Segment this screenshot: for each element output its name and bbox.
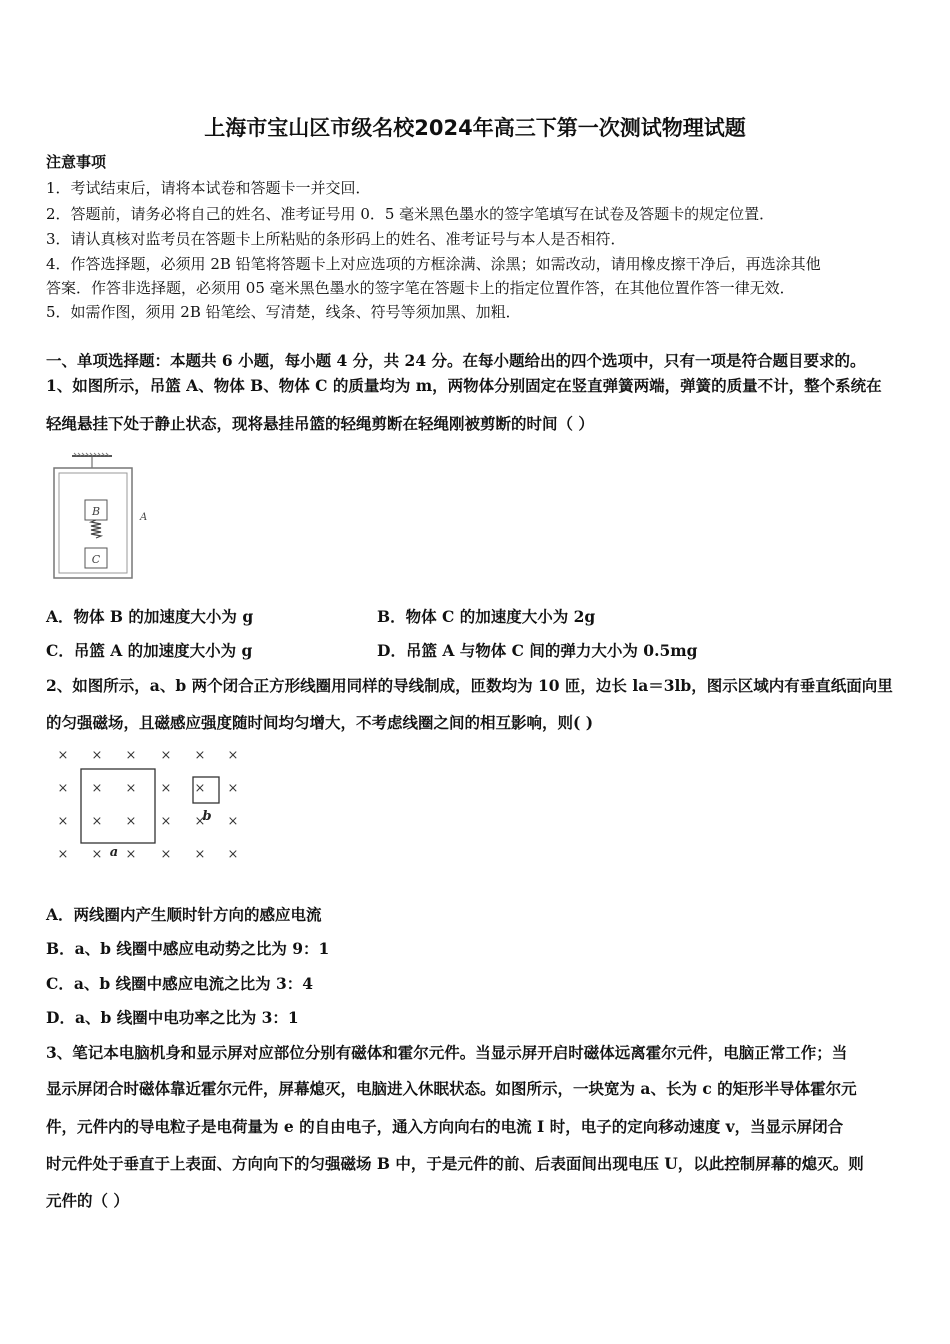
field-cross: ×	[57, 814, 69, 829]
field-cross: ×	[227, 847, 239, 862]
option-d: D．吊篮 A 与物体 C 间的弹力大小为 0.5mg	[377, 641, 698, 660]
option-b: B．物体 C 的加速度大小为 2g	[377, 607, 596, 626]
spring	[91, 520, 101, 538]
question-3-text: 元件的（ ）	[46, 1191, 129, 1210]
question-2-text: 的匀强磁场，且磁感应强度随时间均匀增大，不考虑线圈之间的相互影响，则( )	[46, 713, 594, 732]
page-title: 上海市宝山区市级名校2024年高三下第一次测试物理试题	[204, 116, 746, 140]
field-cross: ×	[194, 781, 206, 796]
option-c: C．吊篮 A 的加速度大小为 g	[46, 641, 253, 660]
option-a: A．物体 B 的加速度大小为 g	[46, 607, 254, 626]
notice-item: 2．答题前，请务必将自己的姓名、准考证号用 0．5 毫米黑色墨水的签字笔填写在试卷及答题卡的规定位置．	[46, 205, 775, 223]
question-3-text: 3、笔记本电脑机身和显示屏对应部位分别有磁体和霍尔元件。当显示屏开启时磁体远离霍尔元件，电脑正常工作；当	[46, 1043, 848, 1062]
option-b: B．a、b 线圈中感应电动势之比为 9：1	[46, 939, 330, 958]
notice-item: 1．考试结束后，请将本试卷和答题卡一并交回．	[46, 179, 371, 197]
question-3-text: 时元件处于垂直于上表面、方向向下的匀强磁场 B 中，于是元件的前、后表面间出现电压 U，以此控制屏幕的熄灭。则	[46, 1154, 864, 1173]
field-cross: ×	[227, 781, 239, 796]
field-cross: ×	[194, 748, 206, 763]
field-cross: ×	[125, 781, 137, 796]
magnetic-field-crosses	[58, 748, 239, 862]
field-cross: ×	[91, 781, 103, 796]
question-3-text: 显示屏闭合时磁体靠近霍尔元件，屏幕熄灭，电脑进入休眠状态。如图所示，一块宽为 a、长为 c 的矩形半导体霍尔元	[46, 1079, 857, 1098]
question-2-figure	[50, 742, 250, 867]
field-cross: ×	[91, 814, 103, 829]
field-cross: ×	[160, 748, 172, 763]
notice-item: 4．作答选择题，必须用 2B 铅笔将答题卡上对应选项的方框涂满、涂黑；如需改动，请用橡皮擦干净后，再选涂其他	[46, 255, 821, 273]
field-cross: ×	[160, 781, 172, 796]
field-cross: ×	[227, 748, 239, 763]
field-cross: ×	[57, 847, 69, 862]
field-cross: ×	[91, 847, 103, 862]
option-a: A．两线圈内产生顺时针方向的感应电流	[46, 905, 322, 924]
field-cross: ×	[194, 814, 206, 829]
field-cross: ×	[160, 847, 172, 862]
label-b: B	[91, 505, 101, 518]
field-cross: ×	[125, 847, 137, 862]
label-coil-a: a	[109, 845, 119, 860]
question-1-figure	[50, 452, 160, 582]
label-c: C	[91, 553, 101, 566]
question-1-text: 1、如图所示，吊篮 A、物体 B、物体 C 的质量均为 m，两物体分别固定在竖直弹簧两端，弹簧的质量不计，整个系统在	[46, 376, 882, 395]
field-cross: ×	[125, 814, 137, 829]
field-cross: ×	[57, 748, 69, 763]
option-c: C．a、b 线圈中感应电流之比为 3：4	[46, 974, 314, 993]
section-heading: 一、单项选择题：本题共 6 小题，每小题 4 分，共 24 分。在每小题给出的四个选项中，只有一项是符合题目要求的。	[46, 351, 866, 370]
field-cross: ×	[227, 814, 239, 829]
field-cross: ×	[91, 748, 103, 763]
field-cross: ×	[125, 748, 137, 763]
question-3-text: 件，元件内的导电粒子是电荷量为 e 的自由电子，通入方向向右的电流 I 时，电子的定向移动速度 v，当显示屏闭合	[46, 1117, 844, 1136]
field-cross: ×	[194, 847, 206, 862]
field-cross: ×	[160, 814, 172, 829]
notice-item: 3．请认真核对监考员在答题卡上所粘贴的条形码上的姓名、准考证号与本人是否相符．	[46, 230, 626, 248]
question-2-text: 2、如图所示，a、b 两个闭合正方形线圈用同样的导线制成，匝数均为 10 匝，边长 la＝3lb，图示区域内有垂直纸面向里	[46, 676, 893, 695]
label-coil-b: b	[202, 809, 212, 824]
field-cross: ×	[57, 781, 69, 796]
option-d: D．a、b 线圈中电功率之比为 3：1	[46, 1008, 299, 1027]
notice-item: 答案．作答非选择题，必须用 05 毫米黑色墨水的签字笔在答题卡上的指定位置作答，在其他位置作答一律无效．	[46, 279, 795, 297]
notice-heading: 注意事项	[46, 153, 107, 171]
question-1-text: 轻绳悬挂下处于静止状态，现将悬挂吊篮的轻绳剪断在轻绳刚被剪断的时间（ ）	[46, 414, 594, 433]
label-a: A	[140, 512, 148, 523]
notice-item: 5．如需作图，须用 2B 铅笔绘、写清楚，线条、符号等须加黑、加粗．	[46, 303, 521, 321]
